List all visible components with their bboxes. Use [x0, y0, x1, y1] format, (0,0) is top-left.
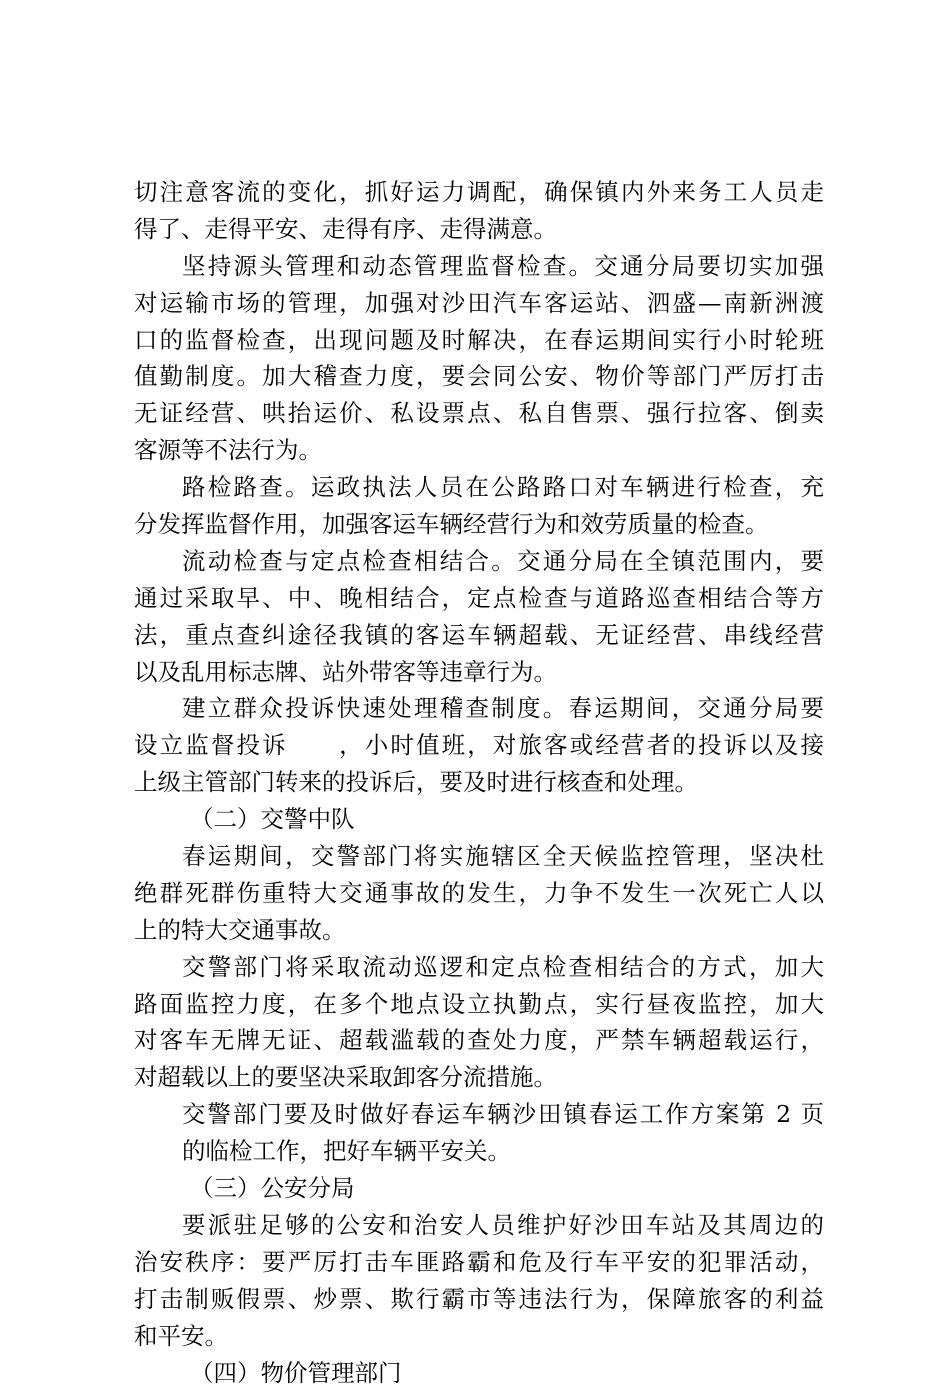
text-line: 通过采取早、中、晚相结合，定点检查与道路巡查相结合等方 — [134, 580, 824, 617]
text-line: 值勤制度。加大稽查力度，要会同公安、物价等部门严厉打击 — [134, 358, 824, 395]
text-line: 春运期间，交警部门将实施辖区全天候监控管理，坚决杜 — [134, 838, 824, 875]
section-heading: （二）交警中队 — [134, 801, 824, 838]
text-line: 绝群死群伤重特大交通事故的发生，力争不发生一次死亡人以 — [134, 875, 824, 912]
text-line: 设立监督投诉 ，小时值班，对旅客或经营者的投诉以及接 — [134, 727, 824, 764]
text-line: 上级主管部门转来的投诉后，要及时进行核查和处理。 — [134, 764, 824, 801]
text-line: 和平安。 — [134, 1318, 824, 1355]
text-line: 对客车无牌无证、超载滥载的查处力度，严禁车辆超载运行， — [134, 1022, 824, 1059]
text-line: 无证经营、哄抬运价、私设票点、私自售票、强行拉客、倒卖 — [134, 395, 824, 432]
text-line: 客源等不法行为。 — [134, 432, 824, 469]
section-heading: （四）物价管理部门 — [134, 1355, 824, 1391]
text-line: 分发挥监督作用，加强客运车辆经营行为和效劳质量的检查。 — [134, 506, 824, 543]
text-line: 交警部门要及时做好春运车辆沙田镇春运工作方案第 2 页 — [134, 1096, 824, 1133]
text-line: 法，重点查纠途径我镇的客运车辆超载、无证经营、串线经营 — [134, 617, 824, 654]
text-line: 建立群众投诉快速处理稽查制度。春运期间，交通分局要 — [134, 690, 824, 727]
document-body — [134, 174, 824, 1391]
text-line: 路面监控力度，在多个地点设立执勤点，实行昼夜监控，加大 — [134, 986, 824, 1023]
text-line: 对超载以上的要坚决采取卸客分流措施。 — [134, 1059, 824, 1096]
text-line: 口的监督检查，出现问题及时解决，在春运期间实行小时轮班 — [134, 322, 824, 359]
text-line: 交警部门将采取流动巡逻和定点检查相结合的方式，加大 — [134, 949, 824, 986]
section-heading: （三）公安分局 — [134, 1170, 824, 1207]
text-line: 路检路查。运政执法人员在公路路口对车辆进行检查，充 — [134, 469, 824, 506]
text-line: 上的特大交通事故。 — [134, 912, 824, 949]
text-line: 流动检查与定点检查相结合。交通分局在全镇范围内，要 — [134, 543, 824, 580]
text-line: 打击制贩假票、炒票、欺行霸市等违法行为，保障旅客的利益 — [134, 1281, 824, 1318]
text-line: 坚持源头管理和动态管理监督检查。交通分局要切实加强 — [134, 248, 824, 285]
text-line: 要派驻足够的公安和治安人员维护好沙田车站及其周边的 — [134, 1207, 824, 1244]
text-line: 对运输市场的管理，加强对沙田汽车客运站、泗盛—南新洲渡 — [134, 285, 824, 322]
text-line: 以及乱用标志牌、站外带客等违章行为。 — [134, 654, 824, 691]
text-line: 得了、走得平安、走得有序、走得满意。 — [134, 211, 824, 248]
text-line: 治安秩序：要严厉打击车匪路霸和危及行车平安的犯罪活动， — [134, 1244, 824, 1281]
text-line: 的临检工作，把好车辆平安关。 — [134, 1133, 824, 1170]
text-line: 切注意客流的变化，抓好运力调配，确保镇内外来务工人员走 — [134, 174, 824, 211]
